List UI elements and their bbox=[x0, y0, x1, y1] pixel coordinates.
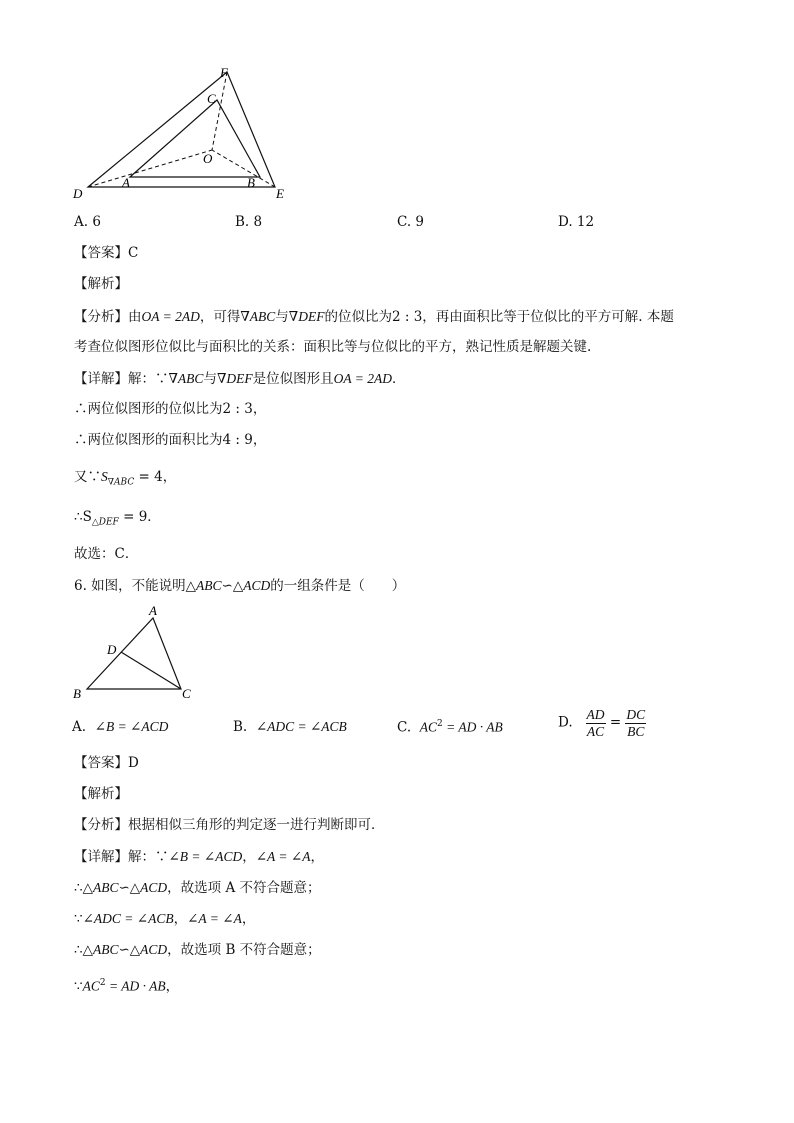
text: ∴两位似图形的位似比为 bbox=[74, 401, 223, 417]
math: OA = 2AD bbox=[333, 371, 392, 386]
q6-xiangjie-line1 bbox=[74, 850, 324, 865]
text: ∴两位似图形的面积比为 bbox=[74, 432, 223, 448]
xiangjie-tag: 【详解】 bbox=[74, 371, 128, 387]
q5-jiexi-tag: 【解析】 bbox=[74, 276, 128, 292]
math: ∠ADC = ∠ACB bbox=[82, 911, 174, 926]
q6-jiexi-tag: 【解析】 bbox=[74, 786, 128, 802]
text: ， bbox=[310, 849, 324, 865]
q5-fenxi-line2: 考查位似图形位似比与面积比的关系：面积比等与位似比的平方，熟记性质是解题关键. bbox=[74, 339, 592, 355]
text: 解：∵ bbox=[128, 849, 169, 865]
point-label-d: D bbox=[107, 642, 117, 657]
answer-tag: 【答案】 bbox=[74, 245, 128, 261]
q5-option-a: A. 6 bbox=[74, 214, 101, 230]
text: 的位似比为 bbox=[324, 309, 392, 325]
triangle-outline bbox=[87, 618, 181, 689]
text: ， bbox=[252, 401, 267, 417]
q5-option-b: B. 8 bbox=[235, 214, 263, 230]
math: △ABC∽△ACD bbox=[82, 880, 168, 895]
text: 的一组条件是（ ） bbox=[270, 578, 406, 594]
math: AC bbox=[419, 719, 437, 735]
text: ， bbox=[252, 432, 267, 448]
q6-xiangjie-line3 bbox=[74, 912, 255, 927]
q5-conclusion: 故选：C． bbox=[74, 546, 139, 562]
math: ∠A = ∠A bbox=[187, 911, 242, 926]
text: ∴ bbox=[74, 880, 83, 896]
figure-triangle-abc bbox=[65, 600, 205, 705]
q6-option-b bbox=[233, 720, 347, 735]
text: ，再由面积比等于位似比的平方可解. 本题 bbox=[422, 309, 674, 325]
point-label-c: C bbox=[207, 91, 216, 106]
text: ∴ bbox=[74, 509, 83, 525]
answer-tag: 【答案】 bbox=[74, 755, 128, 771]
math: ∇ABC bbox=[168, 371, 204, 386]
fraction-dc-bc bbox=[625, 708, 646, 738]
math: △ABC∽△ACD bbox=[185, 578, 271, 593]
q6-xiangjie-line4 bbox=[74, 943, 321, 958]
point-label-a: A bbox=[149, 603, 157, 618]
triangle-def bbox=[88, 72, 275, 187]
text: ，故选项 A 不符合题意； bbox=[167, 880, 321, 896]
math: ∇DEF bbox=[216, 371, 253, 386]
text: 由 bbox=[128, 309, 142, 325]
math: = 9 bbox=[118, 509, 148, 525]
math: ∇ABC bbox=[240, 309, 276, 324]
answer-value: D bbox=[128, 755, 139, 771]
point-label-c: C bbox=[182, 686, 191, 701]
text: ， bbox=[165, 978, 180, 995]
q5-xiangjie-line2 bbox=[74, 403, 266, 417]
text: 解：∵ bbox=[128, 371, 169, 387]
q6-stem bbox=[74, 579, 405, 594]
q6-xiangjie-line2 bbox=[74, 881, 321, 896]
point-label-d: D bbox=[73, 186, 83, 201]
q5-answer bbox=[74, 247, 138, 261]
text: ． bbox=[147, 509, 161, 525]
text: 是位似图形且 bbox=[252, 371, 334, 387]
math: OA = 2AD bbox=[141, 309, 200, 324]
q5-xiangjie-line4 bbox=[74, 470, 176, 488]
point-label-o: O bbox=[203, 151, 213, 166]
text: 6. 如图，不能说明 bbox=[74, 578, 186, 594]
q6-option-c bbox=[397, 720, 503, 735]
math-subscript: ∇ABC bbox=[107, 477, 135, 488]
denominator: AC bbox=[586, 723, 605, 739]
math: ∠B = ∠ACD bbox=[94, 719, 169, 734]
text: 又∵ bbox=[74, 469, 101, 485]
math: ∠ADC = ∠ACB bbox=[255, 719, 347, 734]
fenxi-tag: 【分析】 bbox=[74, 309, 128, 325]
text: ， bbox=[242, 849, 256, 865]
point-label-a: A bbox=[122, 175, 130, 190]
math-exponent: 2 bbox=[99, 978, 106, 988]
q6-option-d bbox=[558, 708, 646, 738]
math: S bbox=[82, 509, 92, 525]
q6-answer bbox=[74, 757, 139, 771]
math-subscript: △DEF bbox=[91, 517, 119, 528]
q5-option-d: D. 12 bbox=[558, 214, 595, 230]
math: 2 : 3 bbox=[391, 309, 423, 325]
xiangjie-tag: 【详解】 bbox=[74, 849, 128, 865]
text: ∵ bbox=[74, 978, 83, 995]
math: = 4 bbox=[134, 469, 163, 485]
point-label-b: B bbox=[247, 175, 255, 190]
answer-value: C bbox=[128, 245, 139, 261]
point-label-e: E bbox=[276, 186, 284, 201]
math: AC bbox=[82, 978, 100, 994]
text: ∵ bbox=[74, 911, 83, 927]
option-letter: C. bbox=[397, 719, 412, 736]
text: 根据相似三角形的判定逐一进行判断即可． bbox=[128, 817, 385, 833]
math: S bbox=[101, 469, 108, 484]
numerator: AD bbox=[586, 707, 605, 722]
text: ，故选项 B 不符合题意； bbox=[167, 942, 321, 958]
math: ∠A = ∠A bbox=[255, 849, 311, 864]
q6-fenxi bbox=[74, 819, 385, 833]
math: ∠B = ∠ACD bbox=[168, 849, 243, 864]
point-label-f: F bbox=[220, 65, 228, 80]
text: ∴ bbox=[74, 942, 83, 958]
segment-cd bbox=[121, 652, 181, 689]
q5-option-c: C. 9 bbox=[397, 214, 425, 230]
q5-fenxi-line1 bbox=[74, 310, 674, 325]
figure-homothety bbox=[60, 60, 300, 205]
numerator: DC bbox=[626, 707, 646, 722]
text: ． bbox=[391, 371, 406, 387]
text: 与 bbox=[203, 371, 217, 387]
option-letter: D. bbox=[558, 714, 573, 731]
math: = AD · AB bbox=[442, 719, 503, 735]
triangle-abc bbox=[130, 100, 260, 177]
math: ∇DEF bbox=[288, 309, 325, 324]
q6-xiangjie-line5 bbox=[74, 979, 179, 994]
option-letter: B. bbox=[233, 719, 248, 735]
point-label-b: B bbox=[73, 686, 81, 701]
math: 4 : 9 bbox=[222, 432, 253, 448]
text: 与 bbox=[275, 309, 289, 325]
q5-xiangjie-line5 bbox=[74, 511, 161, 528]
fenxi-tag: 【分析】 bbox=[74, 817, 128, 833]
q6-option-a bbox=[72, 720, 168, 735]
math: △ABC∽△ACD bbox=[82, 942, 168, 957]
text: ， bbox=[162, 469, 177, 485]
math-exponent: 2 bbox=[437, 719, 443, 729]
text: ， bbox=[173, 911, 188, 927]
q5-xiangjie-line1 bbox=[74, 372, 405, 387]
q5-xiangjie-line3 bbox=[74, 434, 266, 448]
fraction-ad-ac bbox=[586, 708, 606, 738]
text: ， bbox=[241, 911, 256, 927]
math: 2 : 3 bbox=[222, 401, 253, 417]
text: ，可得 bbox=[199, 309, 241, 325]
equals-sign: = bbox=[609, 714, 622, 731]
math: = AD · AB bbox=[105, 978, 166, 994]
option-letter: A. bbox=[72, 719, 87, 735]
denominator: BC bbox=[627, 723, 645, 739]
